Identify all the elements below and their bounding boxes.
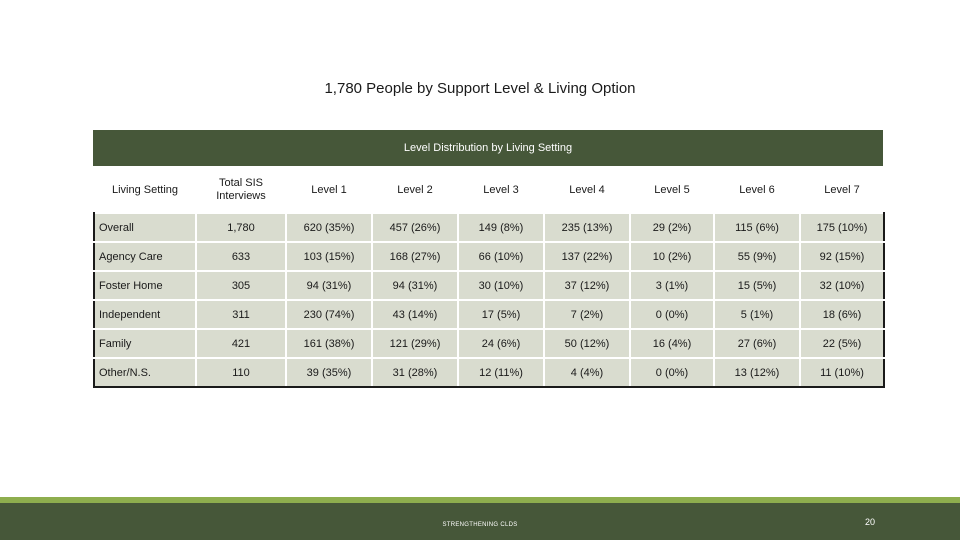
row-label: Other/N.S. — [94, 358, 196, 387]
table-row — [94, 271, 884, 300]
table-row — [94, 213, 884, 242]
row-label: Foster Home — [94, 271, 196, 300]
column-header: Level 6 — [714, 168, 800, 214]
table-cell: 1,780 — [196, 213, 286, 242]
table-row — [94, 242, 884, 271]
row-label: Agency Care — [94, 242, 196, 271]
table-cell: 15 (5%) — [714, 271, 800, 300]
column-header: Level 3 — [458, 168, 544, 214]
table-cell: 168 (27%) — [372, 242, 458, 271]
column-header: Level 1 — [286, 168, 372, 214]
table-cell: 10 (2%) — [630, 242, 714, 271]
table-cell: 633 — [196, 242, 286, 271]
table-cell: 13 (12%) — [714, 358, 800, 387]
table-cell: 31 (28%) — [372, 358, 458, 387]
table-cell: 5 (1%) — [714, 300, 800, 329]
footer-bar — [0, 503, 960, 540]
row-label: Overall — [94, 213, 196, 242]
table-cell: 92 (15%) — [800, 242, 884, 271]
table-row — [94, 300, 884, 329]
table-cell: 3 (1%) — [630, 271, 714, 300]
table-cell: 43 (14%) — [372, 300, 458, 329]
table-cell: 161 (38%) — [286, 329, 372, 358]
table-cell: 29 (2%) — [630, 213, 714, 242]
table-cell: 110 — [196, 358, 286, 387]
table-row — [94, 329, 884, 358]
table-cell: 305 — [196, 271, 286, 300]
table-cell: 18 (6%) — [800, 300, 884, 329]
table-cell: 137 (22%) — [544, 242, 630, 271]
table-row — [94, 358, 884, 387]
table-cell: 55 (9%) — [714, 242, 800, 271]
table-cell: 457 (26%) — [372, 213, 458, 242]
column-header: Level 5 — [630, 168, 714, 214]
table-cell: 230 (74%) — [286, 300, 372, 329]
slide-title: 1,780 People by Support Level & Living Option — [324, 80, 636, 97]
table-cell: 7 (2%) — [544, 300, 630, 329]
table-cell: 121 (29%) — [372, 329, 458, 358]
table-cell: 22 (5%) — [800, 329, 884, 358]
table-cell: 175 (10%) — [800, 213, 884, 242]
column-header: Level 2 — [372, 168, 458, 214]
row-label: Family — [94, 329, 196, 358]
column-header: Total SIS Interviews — [196, 168, 286, 214]
table-cell: 103 (15%) — [286, 242, 372, 271]
table-cell: 17 (5%) — [458, 300, 544, 329]
column-header: Level 7 — [800, 168, 884, 214]
table-cell: 66 (10%) — [458, 242, 544, 271]
distribution-table — [93, 130, 883, 388]
table-cell: 149 (8%) — [458, 213, 544, 242]
table-cell: 421 — [196, 329, 286, 358]
table-cell: 620 (35%) — [286, 213, 372, 242]
table-cell: 94 (31%) — [372, 271, 458, 300]
table-cell: 0 (0%) — [630, 300, 714, 329]
table-cell: 37 (12%) — [544, 271, 630, 300]
table-cell: 235 (13%) — [544, 213, 630, 242]
column-header: Living Setting — [94, 168, 196, 214]
table-cell: 30 (10%) — [458, 271, 544, 300]
table-cell: 24 (6%) — [458, 329, 544, 358]
footer-text: STRENGTHENING CLDS — [442, 522, 518, 528]
table-cell: 32 (10%) — [800, 271, 884, 300]
table-cell: 0 (0%) — [630, 358, 714, 387]
table-header-row — [94, 168, 884, 214]
table-cell: 39 (35%) — [286, 358, 372, 387]
table-cell: 12 (11%) — [458, 358, 544, 387]
table-caption: Level Distribution by Living Setting — [93, 130, 883, 166]
column-header: Level 4 — [544, 168, 630, 214]
table-cell: 27 (6%) — [714, 329, 800, 358]
table-cell: 311 — [196, 300, 286, 329]
table-cell: 115 (6%) — [714, 213, 800, 242]
table-cell: 11 (10%) — [800, 358, 884, 387]
table-cell: 94 (31%) — [286, 271, 372, 300]
page-number: 20 — [864, 517, 875, 527]
row-label: Independent — [94, 300, 196, 329]
table-cell: 50 (12%) — [544, 329, 630, 358]
table-cell: 16 (4%) — [630, 329, 714, 358]
table-cell: 4 (4%) — [544, 358, 630, 387]
